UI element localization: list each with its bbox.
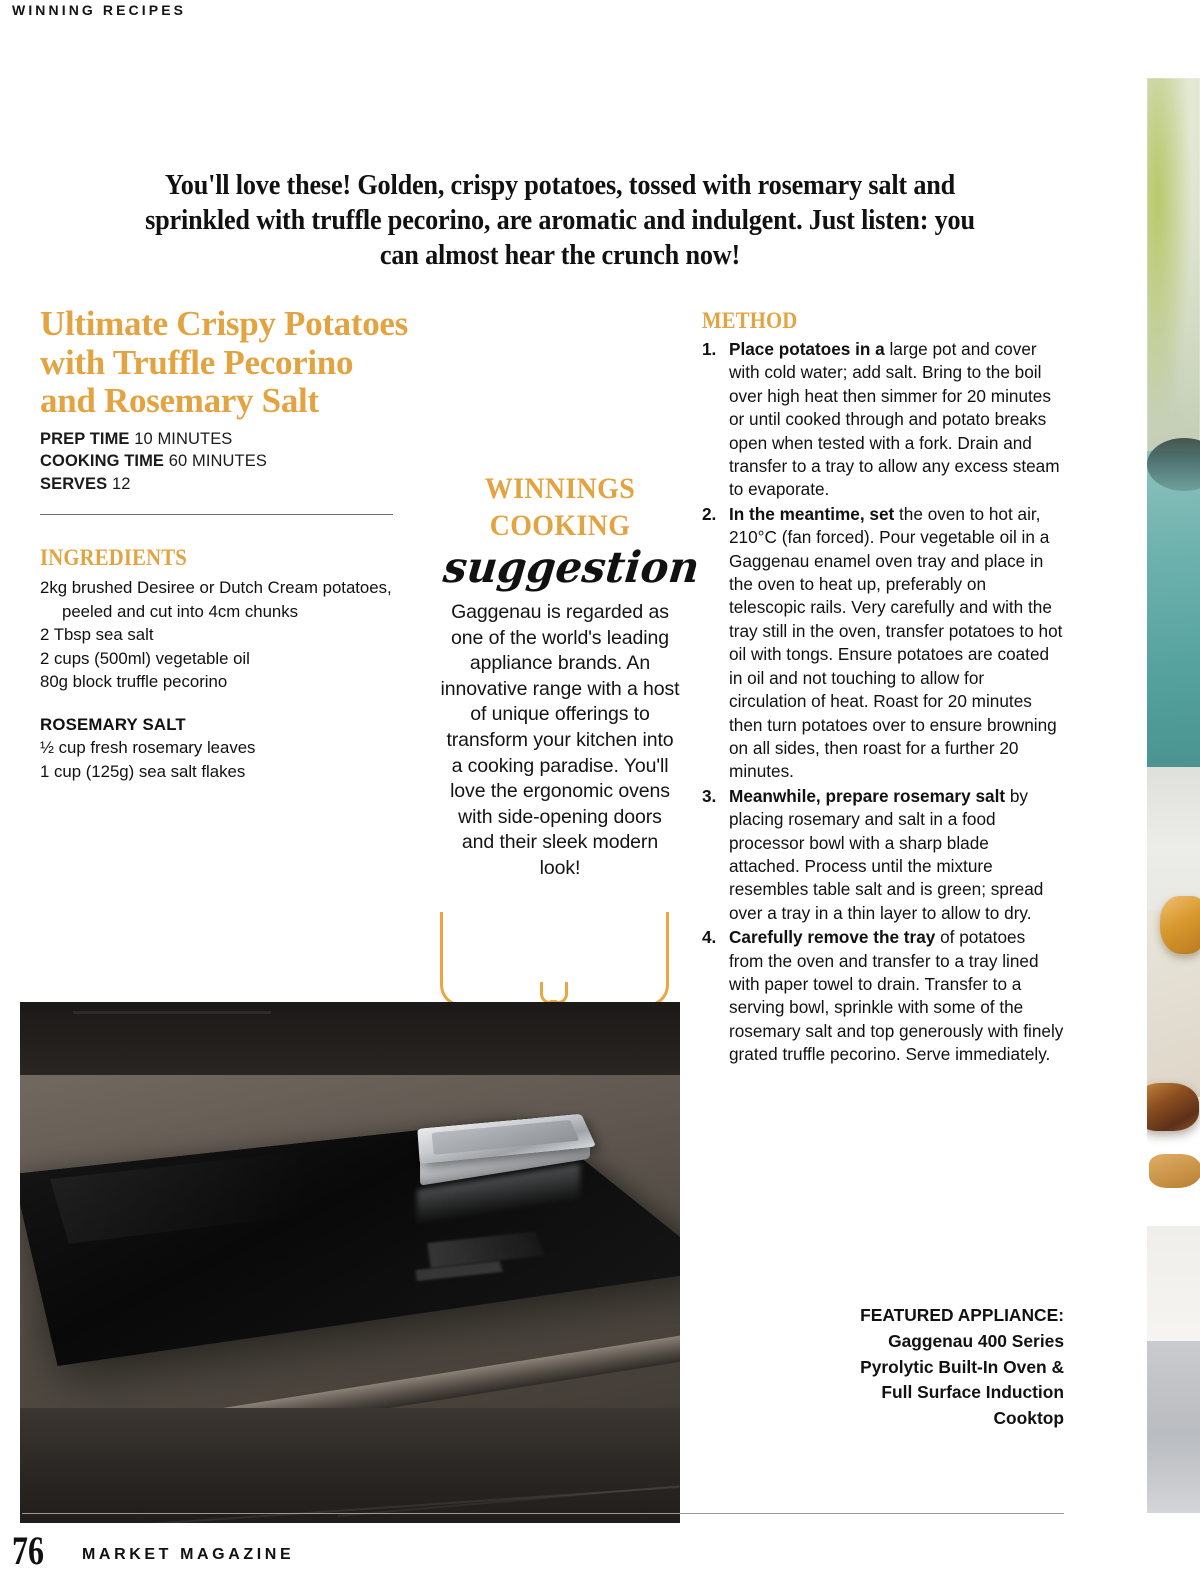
callout-kicker-line-1: WINNINGS <box>484 472 636 505</box>
intro-deck: You'll love these! Golden, crispy potatoes, tossed with rosemary salt and sprinkled with truffle pecorino, are aromatic and indulgent. Just listen: you can almost hear the crunch now! <box>145 170 975 271</box>
step-body: large pot and cover with cold water; add salt. Bring to the boil over high heat then simmer for 20 minutes or until cooked through and potato breaks open when tested with a fork. Drain and transfer to a tray to allow any excess steam to evaporate. <box>729 339 1060 500</box>
meta-value-prep-time: 10 MINUTES <box>134 429 233 448</box>
step-lead-in: Place potatoes in a <box>729 339 885 359</box>
teal-plate-region <box>1147 451 1200 781</box>
meta-divider <box>40 514 393 515</box>
step-body: by placing rosemary and salt in a food processor bowl with a sharp blade attached. Process until the mixture resembles table salt and is green; spread over a tray in a thin layer to allow to dry. <box>729 785 1044 923</box>
cabinet-seam <box>73 1011 271 1014</box>
linen-cloth-region <box>1147 1341 1200 1513</box>
meta-row-prep-time <box>40 428 410 451</box>
meta-row-cooking-time <box>40 450 410 473</box>
step-number: 1. <box>702 339 717 359</box>
ingredient-item: ½ cup fresh rosemary leaves <box>40 738 256 758</box>
footer-divider <box>22 1513 1064 1514</box>
step-text <box>729 338 1064 502</box>
method-step <box>702 503 1064 784</box>
plate-rim-region <box>1147 1226 1200 1355</box>
step-lead-in: Carefully remove the tray <box>729 927 936 948</box>
food-photo-strip <box>1147 78 1200 1513</box>
rosemary-salt-heading: ROSEMARY SALT <box>40 715 186 735</box>
step-number: 2. <box>702 503 717 524</box>
step-body: of potatoes from the oven and transfer to a tray lined with paper towel to drain. Transfer to a serving bowl, sprinkle with some of the rosemary salt and top generously with finely grated truffle pecorino. Serve immediately. <box>729 927 1064 1065</box>
step-lead-in: Meanwhile, prepare rosemary salt <box>729 785 1006 806</box>
step-body: the oven to hot air, 210°C (fan forced). Pour vegetable oil in a Gaggenau enamel oven tray and place in the oven to heat up, preferably on telescopic rails. Very carefully and with the tray still in the oven, transfer potatoes to hot oil with tongs. Ensure potatoes are coated in oil and not touching to allow for circulation of heat. Roast for 20 minutes then turn potatoes over to ensure browning on all sides, then roast for a further 20 minutes. <box>729 503 1063 782</box>
step-lead-in: In the meantime, set <box>729 503 895 524</box>
cooktop-photo <box>20 1002 680 1523</box>
meta-label-cooking-time: COOKING TIME <box>40 452 165 471</box>
step-text <box>729 503 1064 784</box>
ingredient-item: 2kg brushed Desiree or Dutch Cream potatoes, peeled and cut into 4cm chunks <box>40 578 392 621</box>
ingredient-item: 80g block truffle pecorino <box>40 671 228 691</box>
step-number: 3. <box>702 785 717 806</box>
step-number: 4. <box>702 927 717 948</box>
cooking-suggestion-callout <box>440 470 702 882</box>
recipe-title: Ultimate Crispy Potatoes with Truffle Pecorino and Rosemary Salt <box>40 304 408 420</box>
tray-interior <box>432 1120 580 1155</box>
recipe-meta <box>40 428 410 496</box>
method-column <box>702 308 1064 1068</box>
magazine-name: MARKET MAGAZINE <box>82 1546 295 1563</box>
roast-potato-shape <box>1147 1083 1199 1131</box>
herb-garnish-region <box>1147 78 1200 480</box>
meta-label-serves: SERVES <box>40 474 108 493</box>
meta-value-cooking-time: 60 MINUTES <box>168 452 267 471</box>
callout-body-text: Gaggenau is regarded as one of the world's leading appliance brands. An innovative range with a host of unique offerings to transform your kitchen into a cooking paradise. You'll love the ergonomic ovens with side-opening doors and their sleek modern look! <box>440 601 680 879</box>
page-number: 76 <box>12 1528 44 1573</box>
method-step <box>702 338 1064 502</box>
rosemary-salt-ingredients-list <box>40 736 410 783</box>
ingredient-item: 1 cup (125g) sea salt flakes <box>40 761 246 781</box>
method-heading: METHOD <box>702 308 798 333</box>
method-step <box>702 785 1064 925</box>
featured-appliance-caption: FEATURED APPLIANCE: Gaggenau 400 Series Pyrolytic Built-In Oven & Full Surface Induction Cooktop <box>860 1305 1064 1429</box>
meta-label-prep-time: PREP TIME <box>40 429 130 448</box>
running-head: WINNING RECIPES <box>12 2 187 18</box>
method-step <box>702 926 1064 1066</box>
roast-potato-shape <box>1149 1154 1200 1188</box>
ingredient-item: 2 cups (500ml) vegetable oil <box>40 648 250 668</box>
food-photo-strip-image <box>1147 78 1200 1513</box>
island-cabinet-region <box>20 1408 680 1523</box>
recipe-left-column <box>40 305 410 783</box>
ingredients-list <box>40 576 410 693</box>
ingredient-item: 2 Tbsp sea salt <box>40 625 154 645</box>
roast-potato-shape <box>1160 896 1200 954</box>
ingredients-heading: INGREDIENTS <box>40 545 187 571</box>
step-text <box>729 785 1064 925</box>
step-text <box>729 926 1064 1066</box>
method-steps-list <box>702 338 1064 1067</box>
meta-row-serves <box>40 473 410 496</box>
callout-kicker-line-2: COOKING <box>489 509 631 542</box>
cabinet-drawer-seam <box>21 1486 680 1523</box>
meta-value-serves: 12 <box>111 474 131 493</box>
callout-script-word: suggestion <box>440 543 702 593</box>
